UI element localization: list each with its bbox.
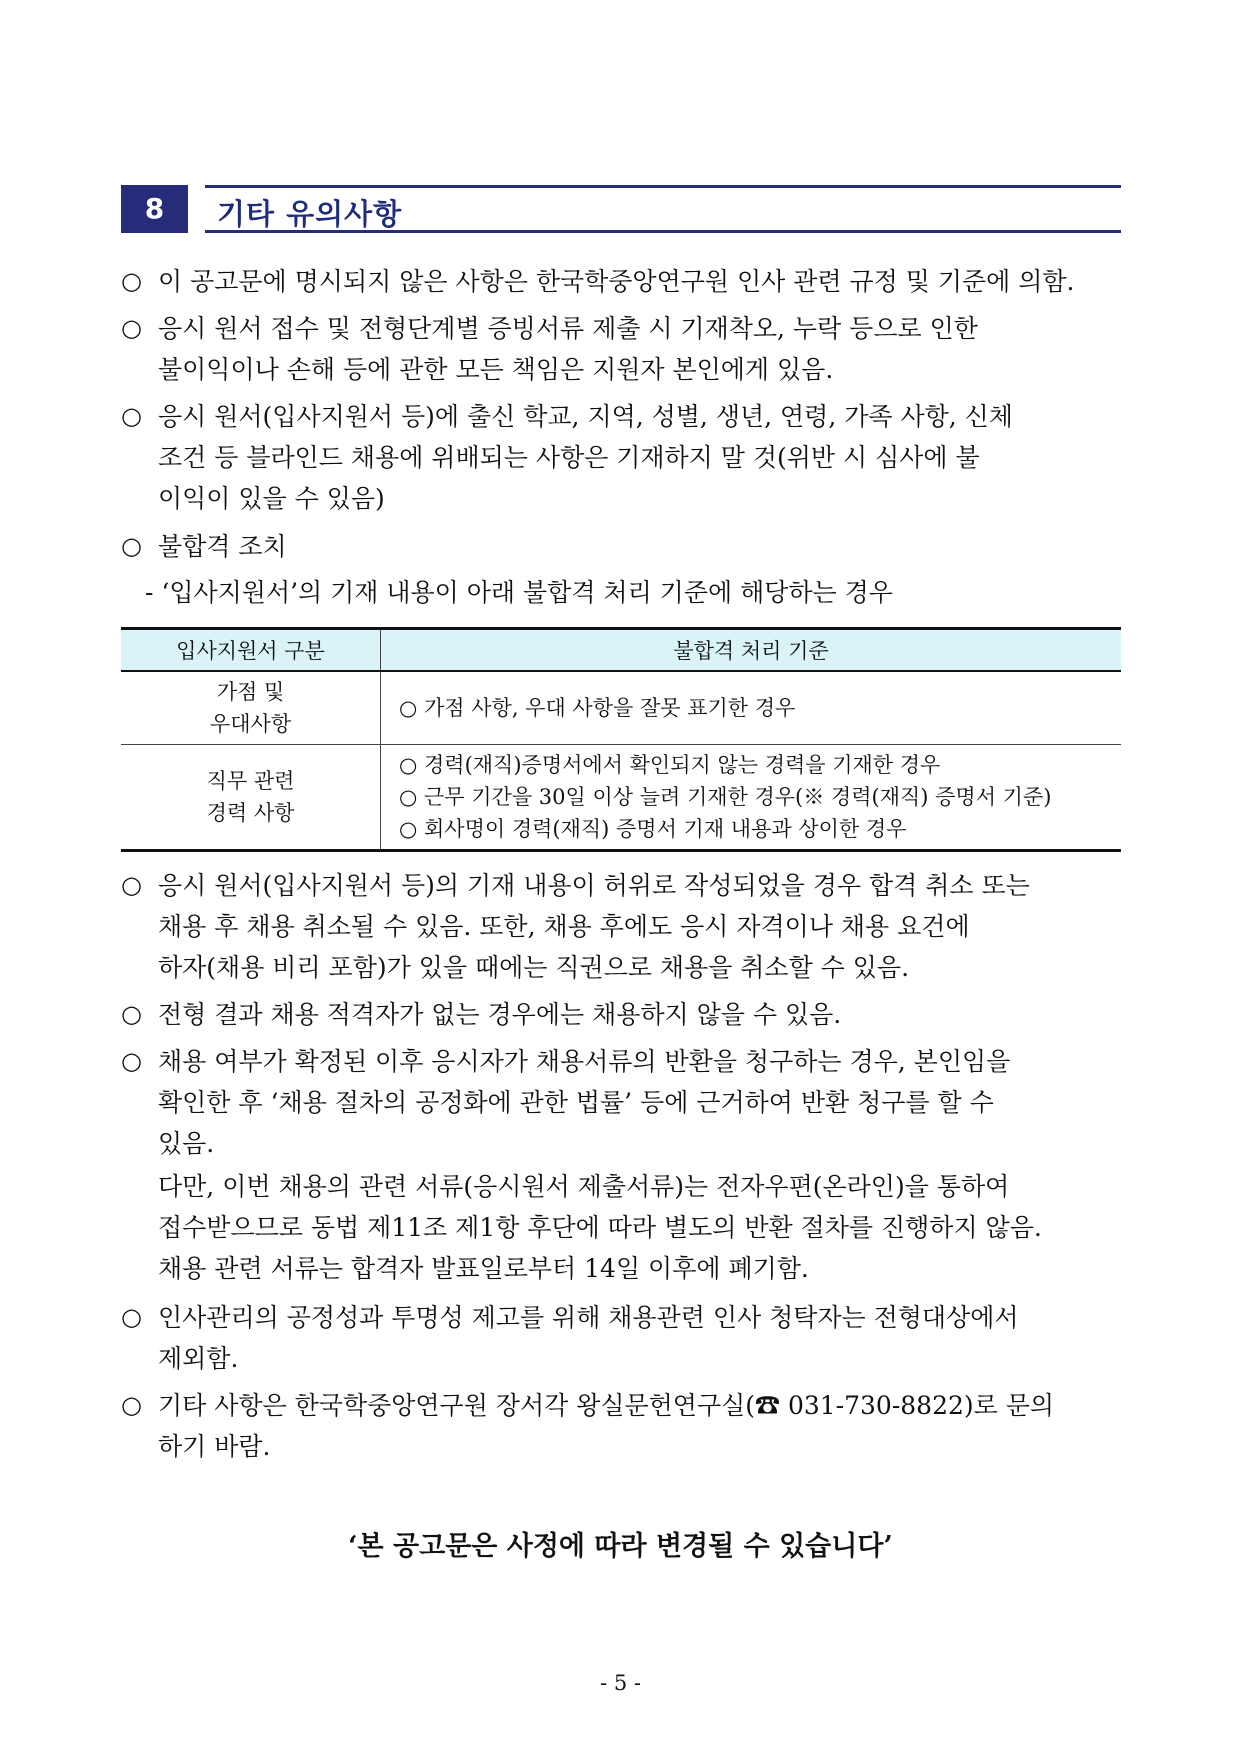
paragraph-line: 있음. (158, 1129, 215, 1158)
table-cell-criteria: ○ 경력(재직)증명서에서 확인되지 않는 경력을 기재한 경우 ○ 근무 기간을 30일 이상 늘려 기재한 경우(※ 경력(재직) 증명서 기준) ○ 회사명이 경력(재직) 증명서 기재 내용과 상이한 경우 (381, 744, 1122, 850)
paragraph-line: 응시 원서(입사지원서 등)에 출신 학교, 지역, 성별, 생년, 연령, 가족 사항, 신체 (158, 402, 1013, 431)
bullet-mark: ○ (121, 532, 142, 560)
paragraph-line: 이익이 있을 수 있음) (158, 484, 385, 513)
paragraph-line: 전형 결과 채용 적격자가 없는 경우에는 채용하지 않을 수 있음. (158, 1000, 842, 1029)
paragraph-line: 제외함. (158, 1344, 239, 1373)
sub-item-dash: - ‘입사지원서’의 기재 내용이 아래 불합격 처리 기준에 해당하는 경우 (145, 578, 893, 607)
paragraph-line: 기타 사항은 한국학중앙연구원 장서각 왕실문헌연구실(☎ 031-730-8822)로 문의 (158, 1391, 1055, 1420)
section-number: 8 (121, 185, 188, 233)
paragraph-line: 불이익이나 손해 등에 관한 모든 책임은 지원자 본인에게 있음. (158, 355, 834, 384)
bullet-mark: ○ (121, 1303, 142, 1331)
bullet-paragraph-2 (121, 308, 1121, 390)
bullet-mark: ○ (121, 871, 142, 899)
rejection-criteria-table (121, 627, 1121, 852)
table-cell-category: 직무 관련 경력 사항 (121, 744, 381, 850)
paragraph-line: 응시 원서 접수 및 전형단계별 증빙서류 제출 시 기재착오, 누락 등으로 인한 (158, 314, 978, 343)
section-heading (121, 185, 1121, 233)
bullet-paragraph-5 (121, 865, 1121, 988)
table-header-row (121, 629, 1121, 672)
bullet-mark: ○ (121, 1391, 142, 1419)
paragraph-line: 응시 원서(입사지원서 등)의 기재 내용이 허위로 작성되었을 경우 합격 취소 또는 (158, 871, 1030, 900)
paragraph-line: 하자(채용 비리 포함)가 있을 때에는 직권으로 채용을 취소할 수 있음. (158, 953, 910, 982)
table-cell-category: 가점 및 우대사항 (121, 671, 381, 744)
paragraph-line: 확인한 후 ‘채용 절차의 공정화에 관한 법률’ 등에 근거하여 반환 청구를 할 수 (158, 1088, 994, 1117)
section-title-bar (205, 185, 1121, 233)
bullet-mark: ○ (121, 267, 142, 295)
bullet-paragraph-4 (121, 526, 1121, 567)
paragraph-line: 채용 관련 서류는 합격자 발표일로부터 14일 이후에 폐기함. (158, 1254, 809, 1283)
paragraph-line: 불합격 조치 (158, 532, 287, 561)
paragraph-line: 채용 여부가 확정된 이후 응시자가 채용서류의 반환을 청구하는 경우, 본인임을 (158, 1047, 1011, 1076)
paragraph-line: 하기 바람. (158, 1432, 271, 1461)
paragraph-line: 인사관리의 공정성과 투명성 제고를 위해 채용관련 인사 청탁자는 전형대상에서 (158, 1303, 1019, 1332)
bullet-paragraph-1 (121, 261, 1121, 302)
bullet-paragraph-9 (121, 1385, 1121, 1467)
bullet-mark: ○ (121, 1000, 142, 1028)
table-row (121, 671, 1121, 744)
bullet-mark: ○ (121, 402, 142, 430)
paragraph-line: 조건 등 블라인드 채용에 위배되는 사항은 기재하지 말 것(위반 시 심사에 불 (158, 443, 980, 472)
bullet-paragraph-3 (121, 396, 1121, 519)
paragraph-line: 다만, 이번 채용의 관련 서류(응시원서 제출서류)는 전자우편(온라인)을 통하여 (158, 1172, 1010, 1201)
bullet-paragraph-7 (121, 1041, 1121, 1289)
paragraph-line: 접수받으므로 동법 제11조 제1항 후단에 따라 별도의 반환 절차를 진행하지 않음. (158, 1213, 1042, 1242)
table-row (121, 744, 1121, 850)
table-cell-criteria: ○ 가점 사항, 우대 사항을 잘못 표기한 경우 (381, 671, 1122, 744)
bullet-mark: ○ (121, 314, 142, 342)
table-header-cell: 입사지원서 구분 (121, 629, 381, 672)
paragraph-line: 이 공고문에 명시되지 않은 사항은 한국학중앙연구원 인사 관련 규정 및 기준에 의함. (158, 267, 1075, 296)
bullet-mark: ○ (121, 1047, 142, 1075)
page-number: - 5 - (600, 1671, 641, 1695)
table-header-cell: 불합격 처리 기준 (381, 629, 1122, 672)
section-title: 기타 유의사항 (217, 197, 403, 231)
bullet-paragraph-6 (121, 994, 1121, 1035)
paragraph-line: 채용 후 채용 취소될 수 있음. 또한, 채용 후에도 응시 자격이나 채용 요건에 (158, 912, 970, 941)
bullet-paragraph-8 (121, 1297, 1121, 1379)
change-notice: ‘본 공고문은 사정에 따라 변경될 수 있습니다’ (348, 1531, 893, 1562)
